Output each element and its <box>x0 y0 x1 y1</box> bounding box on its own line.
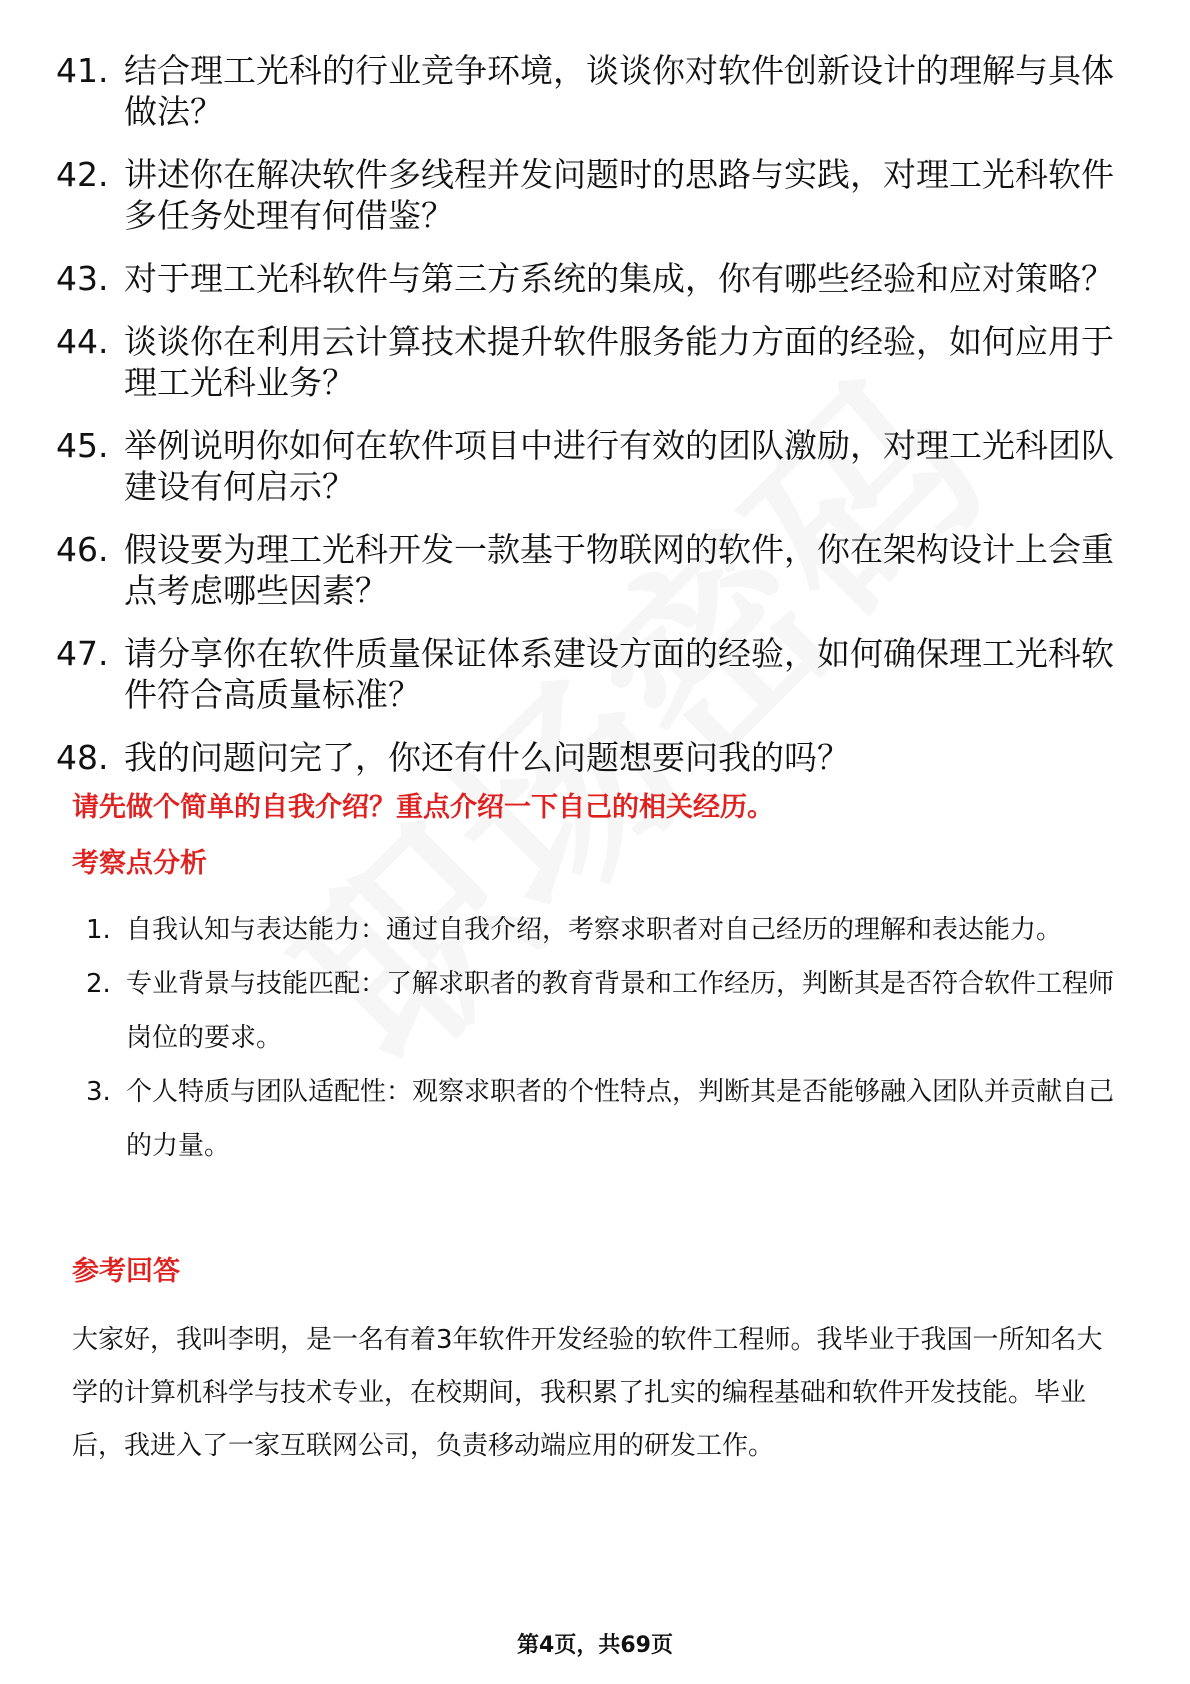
question-item <box>56 737 1116 778</box>
question-item <box>56 50 1116 132</box>
question-text: 我的问题问完了，你还有什么问题想要问我的吗？ <box>124 738 850 777</box>
question-item <box>56 321 1116 403</box>
page-footer: 第4页，共69页 <box>517 1633 673 1658</box>
question-item <box>56 425 1116 507</box>
analysis-heading: 考察点分析 <box>72 848 207 879</box>
question-text: 请分享你在软件质量保证体系建设方面的经验，如何确保理工光科软件符合高质量标准？ <box>124 634 1114 714</box>
question-text: 假设要为理工光科开发一款基于物联网的软件，你在架构设计上会重点考虑哪些因素？ <box>124 530 1114 610</box>
analysis-number: 1. <box>86 915 111 945</box>
analysis-item <box>86 1065 1116 1173</box>
section-question: 请先做个简单的自我介绍？重点介绍一下自己的相关经历。 <box>72 792 774 823</box>
question-number: 46. <box>56 530 109 569</box>
analysis-item <box>86 957 1116 1065</box>
analysis-item <box>86 903 1116 957</box>
question-number: 42. <box>56 155 109 194</box>
analysis-list <box>86 903 1116 1173</box>
answer-paragraph: 大家好，我叫李明，是一名有着3年软件开发经验的软件工程师。我毕业于我国一所知名大学的计算机科学与技术专业，在校期间，我积累了扎实的编程基础和软件开发技能。毕业后，我进入了一家互联网公司，负责移动端应用的研发工作。 <box>72 1325 1103 1461</box>
analysis-number: 3. <box>86 1077 111 1107</box>
answer-heading: 参考回答 <box>72 1256 180 1287</box>
question-text: 举例说明你如何在软件项目中进行有效的团队激励，对理工光科团队建设有何启示？ <box>124 426 1114 506</box>
question-number: 43. <box>56 259 109 298</box>
question-list <box>56 50 1116 800</box>
analysis-text: 个人特质与团队适配性：观察求职者的个性特点，判断其是否能够融入团队并贡献自己的力量。 <box>126 1077 1115 1161</box>
question-item <box>56 633 1116 715</box>
question-item <box>56 529 1116 611</box>
question-number: 47. <box>56 634 109 673</box>
question-text: 讲述你在解决软件多线程并发问题时的思路与实践，对理工光科软件多任务处理有何借鉴？ <box>124 155 1114 235</box>
analysis-text: 专业背景与技能匹配：了解求职者的教育背景和工作经历，判断其是否符合软件工程师岗位的要求。 <box>126 969 1115 1053</box>
question-number: 48. <box>56 738 109 777</box>
question-text: 对于理工光科软件与第三方系统的集成，你有哪些经验和应对策略？ <box>124 259 1114 298</box>
question-text: 结合理工光科的行业竞争环境，谈谈你对软件创新设计的理解与具体做法？ <box>124 51 1114 131</box>
question-number: 44. <box>56 322 109 361</box>
question-number: 45. <box>56 426 109 465</box>
analysis-number: 2. <box>86 969 111 999</box>
analysis-text: 自我认知与表达能力：通过自我介绍，考察求职者对自己经历的理解和表达能力。 <box>126 915 1063 945</box>
question-item <box>56 154 1116 236</box>
question-item <box>56 258 1116 299</box>
question-text: 谈谈你在利用云计算技术提升软件服务能力方面的经验，如何应用于理工光科业务？ <box>124 322 1114 402</box>
question-number: 41. <box>56 51 109 90</box>
